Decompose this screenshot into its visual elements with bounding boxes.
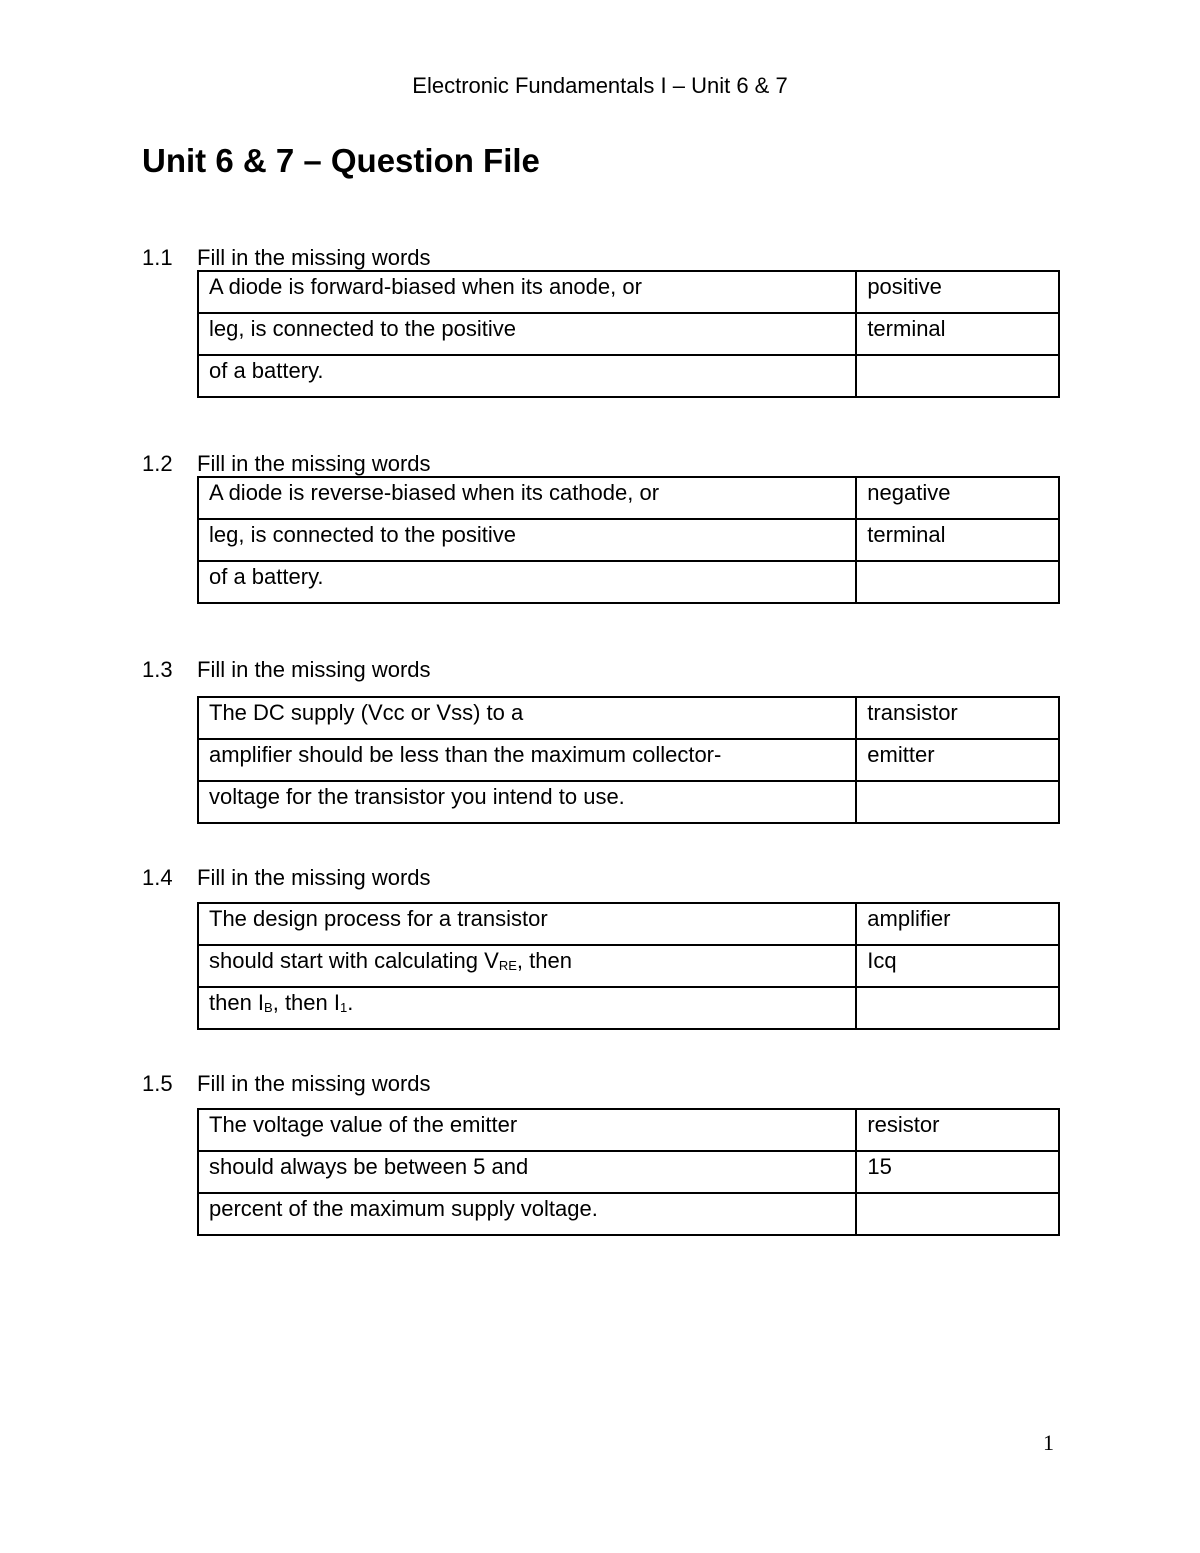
sentence-text: . <box>347 990 354 1015</box>
question-heading <box>142 864 1060 894</box>
answer-cell <box>856 1193 1059 1235</box>
question-heading <box>142 656 1060 686</box>
question-number: 1.4 <box>142 865 173 890</box>
answer-cell: amplifier <box>856 903 1059 945</box>
answer-cell: transistor <box>856 697 1059 739</box>
answer-table <box>197 696 1060 824</box>
question-number: 1.3 <box>142 657 173 682</box>
question-heading <box>142 1070 1060 1100</box>
answer-cell: negative <box>856 477 1059 519</box>
sentence-text: , then I <box>272 990 340 1015</box>
question-prompt: Fill in the missing words <box>197 657 431 682</box>
answer-cell: positive <box>856 271 1059 313</box>
table-row <box>198 781 1059 823</box>
table-row <box>198 1193 1059 1235</box>
answer-cell <box>856 987 1059 1029</box>
subscript: B <box>264 1000 273 1015</box>
sentence-cell: should always be between 5 and <box>198 1151 856 1193</box>
table-row <box>198 355 1059 397</box>
question-1-3 <box>142 656 1060 809</box>
sentence-text: then I <box>209 990 265 1015</box>
table-row <box>198 739 1059 781</box>
sentence-cell <box>198 945 856 987</box>
table-row <box>198 903 1059 945</box>
answer-table <box>197 270 1060 398</box>
table-row <box>198 271 1059 313</box>
answer-cell: Icq <box>856 945 1059 987</box>
sentence-cell: A diode is reverse-biased when its cathode, or <box>198 477 856 519</box>
sentence-cell: voltage for the transistor you intend to use. <box>198 781 856 823</box>
table-row <box>198 987 1059 1029</box>
sentence-cell: percent of the maximum supply voltage. <box>198 1193 856 1235</box>
sentence-cell: A diode is forward-biased when its anode, or <box>198 271 856 313</box>
sentence-cell <box>198 987 856 1029</box>
table-row <box>198 477 1059 519</box>
table-row <box>198 561 1059 603</box>
sentence-cell: The voltage value of the emitter <box>198 1109 856 1151</box>
page-number: 1 <box>1043 1430 1054 1455</box>
question-number: 1.1 <box>142 245 173 270</box>
answer-cell: 15 <box>856 1151 1059 1193</box>
question-prompt: Fill in the missing words <box>197 1071 431 1096</box>
page-title: Unit 6 & 7 – Question File <box>142 142 540 179</box>
table-row <box>198 313 1059 355</box>
sentence-cell: leg, is connected to the positive <box>198 519 856 561</box>
sentence-text: should start with calculating V <box>209 948 499 973</box>
table-row <box>198 1151 1059 1193</box>
question-prompt: Fill in the missing words <box>197 451 431 476</box>
answer-table <box>197 1108 1060 1236</box>
subscript: 1 <box>340 1000 348 1015</box>
question-1-2 <box>142 450 1060 589</box>
sentence-cell: of a battery. <box>198 355 856 397</box>
table-row <box>198 945 1059 987</box>
sentence-cell: The design process for a transistor <box>198 903 856 945</box>
sentence-cell: leg, is connected to the positive <box>198 313 856 355</box>
answer-cell <box>856 561 1059 603</box>
answer-cell: terminal <box>856 313 1059 355</box>
sentence-cell: The DC supply (Vcc or Vss) to a <box>198 697 856 739</box>
question-prompt: Fill in the missing words <box>197 865 431 890</box>
answer-cell: emitter <box>856 739 1059 781</box>
answer-table <box>197 902 1060 1030</box>
sentence-cell: amplifier should be less than the maximum collector- <box>198 739 856 781</box>
question-number: 1.2 <box>142 451 173 476</box>
table-row <box>198 1109 1059 1151</box>
answer-cell: resistor <box>856 1109 1059 1151</box>
answer-cell <box>856 355 1059 397</box>
question-prompt: Fill in the missing words <box>197 245 431 270</box>
question-number: 1.5 <box>142 1071 173 1096</box>
table-row <box>198 519 1059 561</box>
answer-cell <box>856 781 1059 823</box>
table-row <box>198 697 1059 739</box>
running-header: Electronic Fundamentals I – Unit 6 & 7 <box>412 73 788 98</box>
subscript: RE <box>498 958 517 973</box>
question-1-1 <box>142 244 1060 383</box>
answer-cell: terminal <box>856 519 1059 561</box>
sentence-text: , then <box>516 948 572 973</box>
question-1-4 <box>142 864 1060 1015</box>
sentence-cell: of a battery. <box>198 561 856 603</box>
answer-table <box>197 476 1060 604</box>
question-1-5 <box>142 1070 1060 1221</box>
